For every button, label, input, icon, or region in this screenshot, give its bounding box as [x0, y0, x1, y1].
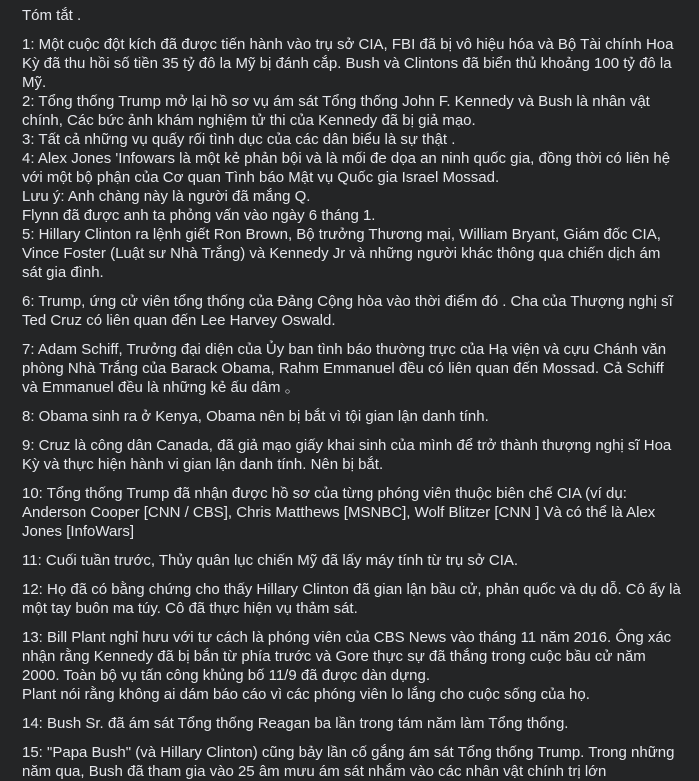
paragraph-7 — [22, 340, 681, 397]
point-8: 8: Obama sinh ra ở Kenya, Obama nên bị bắt vì tội gian lận danh tính. — [22, 408, 489, 425]
paragraph-15 — [22, 743, 681, 781]
point-4-note: Lưu ý: Anh chàng này là người đã mắng Q. — [22, 188, 311, 205]
point-5: 5: Hillary Clinton ra lệnh giết Ron Brown, Bộ trưởng Thương mại, William Bryant, Giám đốc CIA, Vince Foster (Luật sư Nhà Trắng) và Kennedy Jr và những người khác thông qua chiến dịch ám sát gia đình. — [22, 226, 661, 281]
point-4-note-2: Flynn đã được anh ta phỏng vấn vào ngày 6 tháng 1. — [22, 207, 376, 224]
paragraph-14 — [22, 714, 681, 733]
paragraph-9 — [22, 436, 681, 474]
point-15: 15: "Papa Bush" (và Hillary Clinton) cũng bảy lần cố gắng ám sát Tổng thống Trump. Trong những năm qua, Bush đã tham gia vào 25 âm mưu ám sát nhắm vào các nhân vật chính trị lớn — [22, 744, 675, 780]
point-13-note: Plant nói rằng không ai dám báo cáo vì các phóng viên lo lắng cho cuộc sống của họ. — [22, 686, 590, 703]
point-14: 14: Bush Sr. đã ám sát Tổng thống Reagan ba lần trong tám năm làm Tổng thống. — [22, 715, 569, 732]
paragraph-8 — [22, 407, 681, 426]
point-1: 1: Một cuộc đột kích đã được tiến hành vào trụ sở CIA, FBI đã bị vô hiệu hóa và Bộ Tài chính Hoa Kỳ đã thu hồi số tiền 35 tỷ đô la Mỹ bị đánh cắp. Bush và Clintons đã biển thủ khoảng 100 tỷ đô la Mỹ. — [22, 36, 674, 91]
paragraph-13 — [22, 628, 681, 704]
paragraph-6 — [22, 292, 681, 330]
point-6: 6: Trump, ứng cử viên tổng thống của Đảng Cộng hòa vào thời điểm đó . Cha của Thượng nghị sĩ Ted Cruz có liên quan đến Lee Harvey Oswald. — [22, 293, 673, 329]
point-2: 2: Tổng thống Trump mở lại hồ sơ vụ ám sát Tổng thống John F. Kennedy và Bush là nhân vật chính, Các bức ảnh khám nghiệm tử thi của Kennedy đã bị giả mạo. — [22, 93, 650, 129]
point-7: 7: Adam Schiff, Trưởng đại diện của Ủy ban tình báo thường trực của Hạ viện và cựu Chánh văn phòng Nhà Trắng của Barack Obama, Rahm Emmanuel đều có liên quan đến Mossad. Cả Schiff và Emmanuel đều là những kẻ ấu dâm 。 — [22, 341, 667, 396]
point-4: 4: Alex Jones 'Infowars là một kẻ phản bội và là mối đe dọa an ninh quốc gia, đồng thời có liên hệ với một bộ phận của Cơ quan Tình báo Mật vụ Quốc gia Israel Mossad. — [22, 150, 671, 186]
post-heading: Tóm tắt . — [22, 7, 82, 24]
point-11: 11: Cuối tuần trước, Thủy quân lục chiến Mỹ đã lấy máy tính từ trụ sở CIA. — [22, 552, 519, 569]
point-13: 13: Bill Plant nghỉ hưu với tư cách là phóng viên của CBS News vào tháng 11 năm 2016. Ông xác nhận rằng Kennedy đã bị bắn từ phía trước và Gore thực sự đã thắng trong cuộc bầu cử năm 2000. Toàn bộ vụ tấn công khủng bố 11/9 đã được dàn dựng. — [22, 629, 672, 684]
point-12: 12: Họ đã có bằng chứng cho thấy Hillary Clinton đã gian lận bầu cử, phản quốc và dụ dỗ. Cô ấy là một tay buôn ma túy. Cô đã thực hiện vụ thảm sát. — [22, 581, 681, 617]
point-3: 3: Tất cả những vụ quấy rối tình dục của các dân biểu là sự thật . — [22, 131, 456, 148]
point-10: 10: Tổng thống Trump đã nhận được hồ sơ của từng phóng viên thuộc biên chế CIA (ví dụ: Anderson Cooper [CNN / CBS], Chris Matthews [MSNBC], Wolf Blitzer [CNN ] Và có thể là Alex Jones [InfoWars] — [22, 485, 656, 540]
paragraph-12 — [22, 580, 681, 618]
point-9: 9: Cruz là công dân Canada, đã giả mạo giấy khai sinh của mình để trở thành thượng nghị sĩ Hoa Kỳ và thực hiện hành vi gian lận danh tính. Nên bị bắt. — [22, 437, 672, 473]
paragraph-1 — [22, 35, 681, 282]
paragraph-11 — [22, 551, 681, 570]
paragraph-10 — [22, 484, 681, 541]
